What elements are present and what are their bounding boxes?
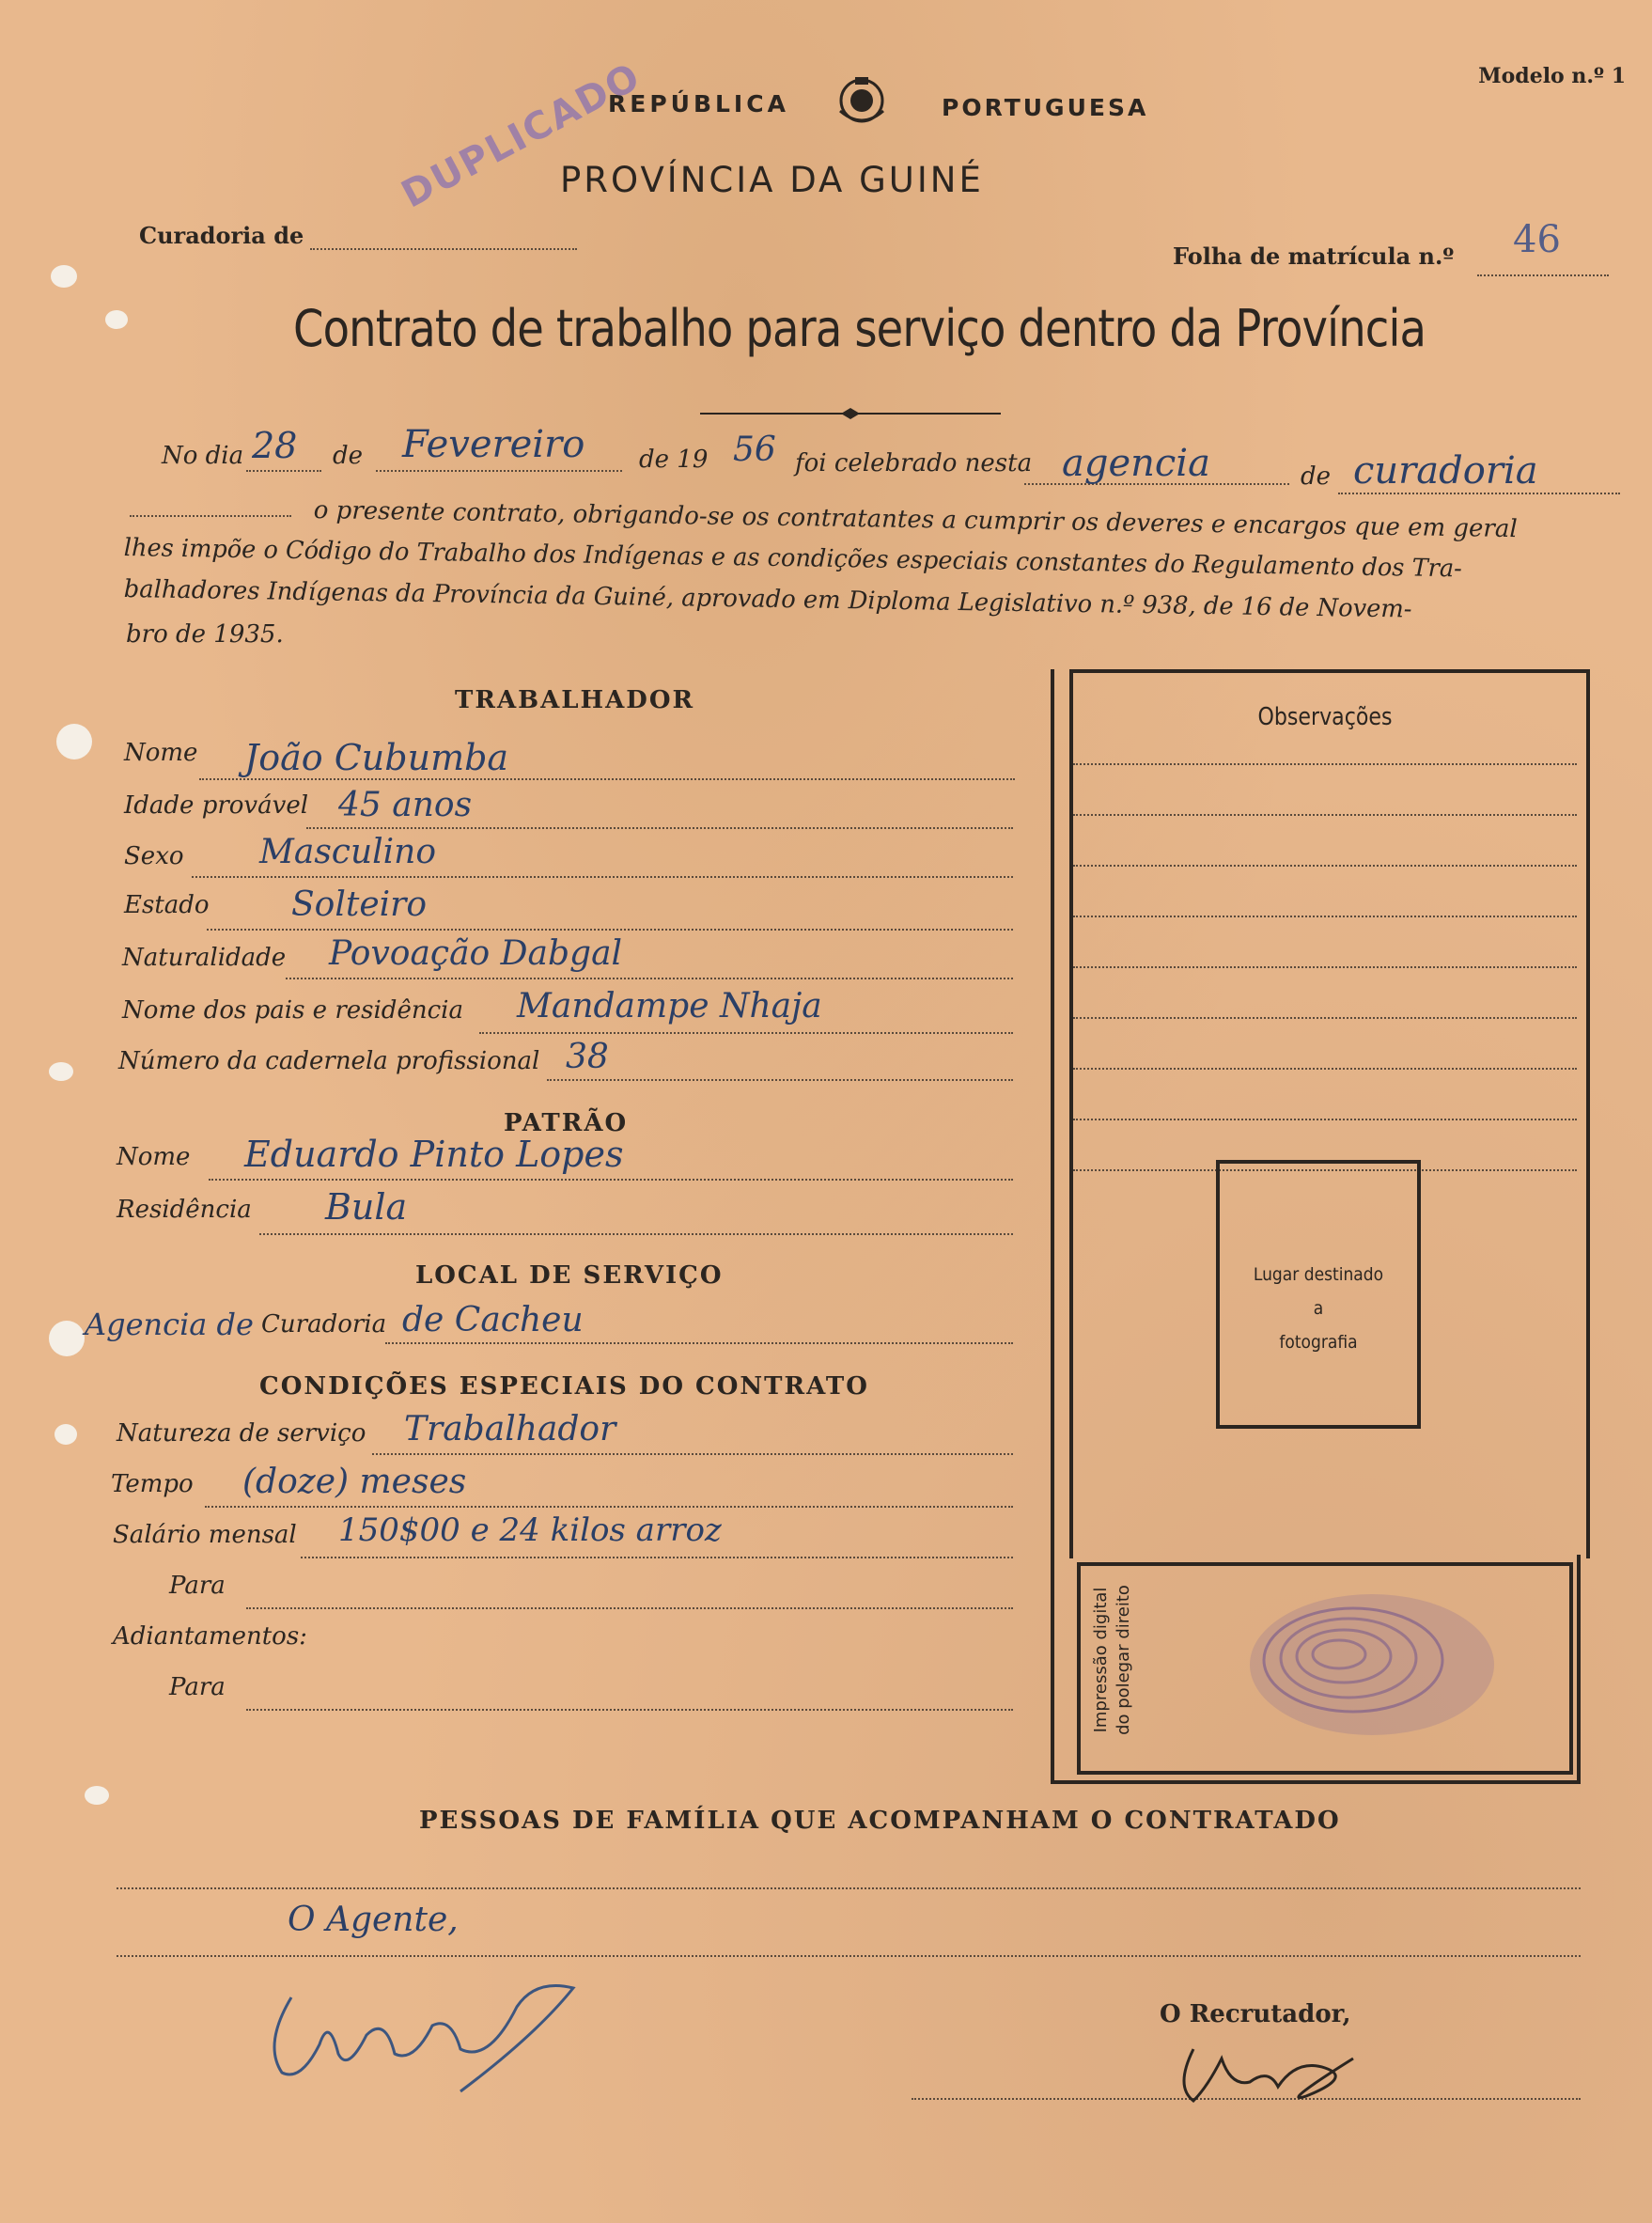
folha-number: 46 [1513,218,1561,261]
observacoes-heading: Observações [1257,703,1393,731]
punch-hole [85,1786,109,1805]
portuguesa-text: PORTUGUESA [942,94,1149,121]
provincia-title: PROVÍNCIA DA GUINÉ [560,160,984,200]
republica-text: REPÚBLICA [608,90,789,117]
curadoria-label: Curadoria de [139,222,304,249]
ornament-divider [700,406,1001,421]
folha-label: Folha de matrícula n.º [1173,243,1455,270]
intro-day: 28 [252,425,298,466]
curadoria-line [310,248,577,250]
folha-line [1477,274,1609,276]
photo-box: Lugar destinado a fotografia [1216,1160,1421,1429]
thumbprint-box: Impressão digital do polegar direito [1077,1562,1573,1775]
field-label: Nome [124,739,198,767]
agent-signature [254,1960,630,2101]
intro-no-dia: No dia [162,442,244,470]
duplicado-stamp: DUPLICADO [395,55,648,217]
punch-hole [55,1424,77,1445]
familia-heading: PESSOAS DE FAMÍLIA QUE ACOMPANHAM O CONTRATADO [419,1807,1341,1835]
field-value: João Cubumba [244,737,509,778]
punch-hole [105,310,128,329]
sidebox-frame [1051,669,1599,1784]
intro-year: 56 [733,431,776,469]
recrutador-signature [1165,2030,1372,2115]
intro-line5: bro de 1935. [126,620,284,649]
agent-note: O Agente, [288,1901,459,1939]
punch-hole [49,1321,85,1356]
punch-hole [51,265,77,288]
recrutador-label: O Recrutador, [1160,2000,1351,2028]
punch-hole [49,1062,73,1081]
trabalhador-heading: TRABALHADOR [455,686,695,714]
condicoes-heading: CONDIÇÕES ESPECIAIS DO CONTRATO [259,1372,869,1401]
model-number: Modelo n.º 1 [1478,64,1626,88]
coat-of-arms-icon [834,73,889,128]
intro-line3: lhes impõe o Código do Trabalho dos Indígenas e as condições especiais constantes do Regulamento dos Tra- [123,534,1463,584]
document-title: Contrato de trabalho para serviço dentro da Província [293,299,1426,358]
patrao-name: Eduardo Pinto Lopes [244,1134,624,1175]
intro-place2: curadoria [1353,449,1538,493]
intro-line4: balhadores Indígenas da Província da Guiné, aprovado em Diploma Legislativo n.º 938, de 16 de Novem- [123,575,1412,624]
intro-place: agencia [1062,442,1210,485]
thumbprint-icon [1240,1585,1504,1745]
intro-line2: o presente contrato, obrigando-se os contratantes a cumprir os deveres e encargos que em geral [313,496,1518,544]
patrao-residence: Bula [325,1186,408,1228]
local-heading: LOCAL DE SERVIÇO [415,1261,724,1290]
local-value: de Cacheu [402,1301,584,1339]
intro-month: Fevereiro [402,423,585,466]
local-prefix: Agencia de [85,1307,254,1342]
patrao-heading: PATRÃO [504,1109,629,1137]
punch-hole [56,724,92,759]
